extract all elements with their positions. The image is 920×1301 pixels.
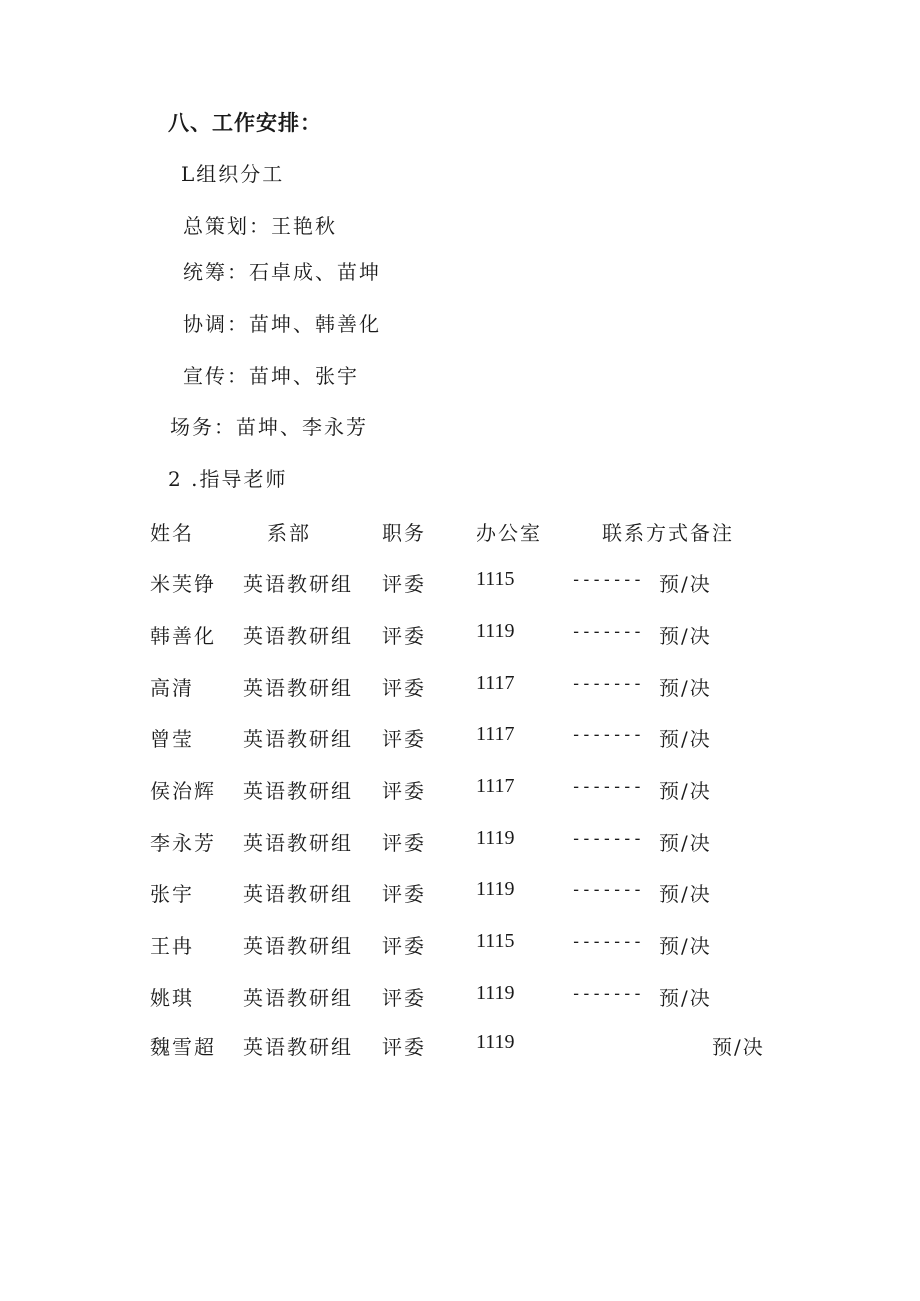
cell-note: 预/决 [659,624,712,648]
cell-dept: 英语教研组 [243,934,353,958]
role-line-publicity: 宣传：苗坤、张宇 [183,364,359,388]
cell-dept: 英语教研组 [243,572,353,596]
cell-role: 评委 [382,676,426,700]
cell-name: 韩善化 [150,624,216,648]
subsection-org-title: L组织分工 [181,162,285,186]
cell-contact: ------- [571,674,643,694]
role-line-coordination: 统筹：石卓成、苗坤 [183,260,381,284]
cell-name: 米芙铮 [150,572,216,596]
header-role: 职务 [382,521,426,545]
cell-dept: 英语教研组 [243,986,353,1010]
cell-office: 1119 [476,982,515,1004]
cell-contact: ------- [571,777,643,797]
cell-office: 1119 [476,827,515,849]
header-dept: 系部 [267,521,311,545]
header-contact-note: 联系方式备注 [602,521,734,545]
cell-dept: 英语教研组 [243,1035,353,1059]
cell-dept: 英语教研组 [243,676,353,700]
role-line-venue: 场务：苗坤、李永芳 [170,415,368,439]
cell-note: 预/决 [659,779,712,803]
cell-role: 评委 [382,1035,426,1059]
cell-note: 预/决 [659,572,712,596]
cell-note: 预/决 [659,882,712,906]
cell-name: 高清 [150,676,194,700]
cell-contact: ------- [571,829,643,849]
cell-name: 姚琪 [150,986,194,1010]
cell-note: 预/决 [659,934,712,958]
cell-note: 预/决 [659,986,712,1010]
header-office: 办公室 [476,521,542,545]
cell-role: 评委 [382,934,426,958]
cell-note: 预/决 [659,831,712,855]
cell-role: 评委 [382,831,426,855]
cell-office: 1115 [476,568,515,590]
cell-office: 1119 [476,1031,515,1053]
role-line-liaison: 协调：苗坤、韩善化 [183,312,381,336]
cell-dept: 英语教研组 [243,882,353,906]
cell-dept: 英语教研组 [243,727,353,751]
cell-name: 张宇 [150,882,194,906]
cell-contact: ------- [571,622,643,642]
cell-name: 魏雪超 [150,1035,216,1059]
cell-note: 预/决 [712,1035,765,1059]
cell-office: 1115 [476,930,515,952]
cell-note: 预/决 [659,727,712,751]
cell-contact: ------- [571,725,643,745]
cell-dept: 英语教研组 [243,624,353,648]
cell-dept: 英语教研组 [243,779,353,803]
section-heading: 八、工作安排： [168,111,322,135]
cell-office: 1119 [476,878,515,900]
cell-name: 曾莹 [150,727,194,751]
cell-role: 评委 [382,882,426,906]
header-name: 姓名 [150,521,194,545]
cell-role: 评委 [382,624,426,648]
cell-role: 评委 [382,727,426,751]
subsection-advisors-title: 2 .指导老师 [168,467,288,491]
cell-name: 李永芳 [150,831,216,855]
cell-contact: ------- [571,880,643,900]
cell-office: 1119 [476,620,515,642]
cell-role: 评委 [382,572,426,596]
cell-contact: ------- [571,570,643,590]
cell-role: 评委 [382,779,426,803]
role-line-planner: 总策划：王艳秋 [183,214,337,238]
cell-office: 1117 [476,723,515,745]
cell-contact: ------- [571,984,643,1004]
cell-note: 预/决 [659,676,712,700]
cell-name: 王冉 [150,934,194,958]
cell-name: 侯治辉 [150,779,216,803]
cell-office: 1117 [476,672,515,694]
cell-office: 1117 [476,775,515,797]
cell-role: 评委 [382,986,426,1010]
cell-dept: 英语教研组 [243,831,353,855]
cell-contact: ------- [571,932,643,952]
